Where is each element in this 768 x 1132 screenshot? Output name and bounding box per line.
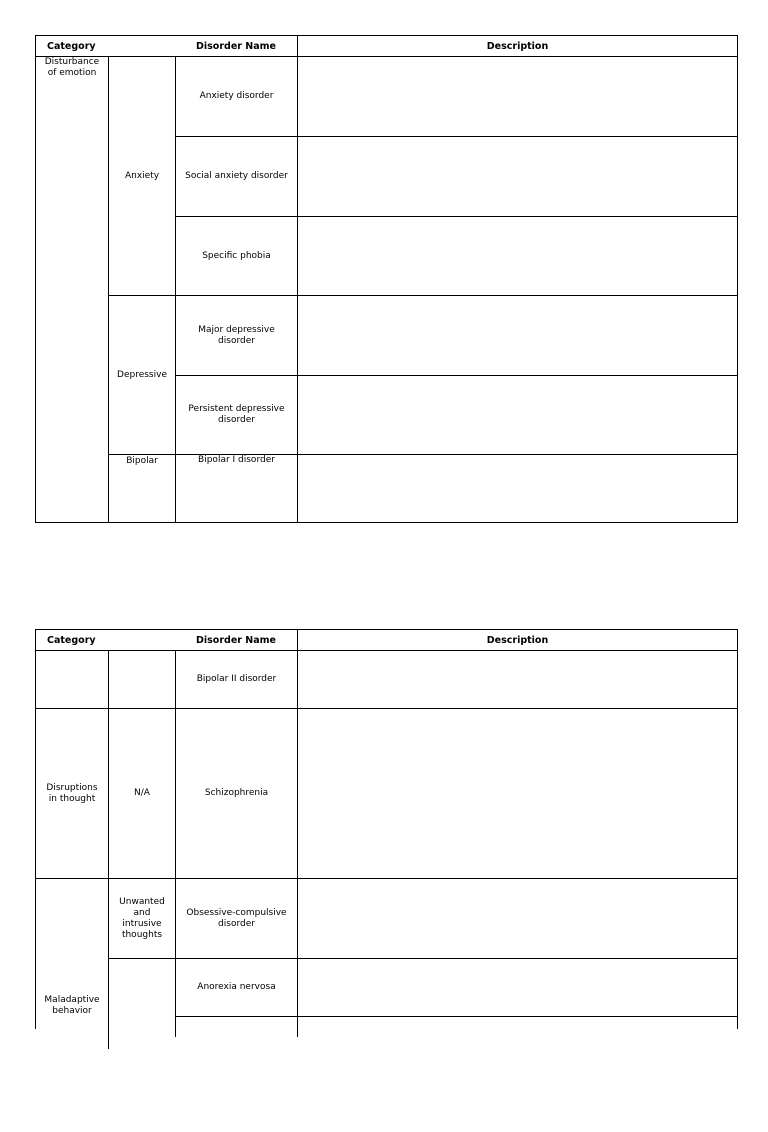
disorder-name-cell: Social anxiety disorder [175,137,297,217]
header-description: Description [297,630,737,651]
description-cell[interactable] [297,455,737,523]
disorder-name-cell: Specific phobia [175,217,297,296]
description-cell[interactable] [297,296,737,376]
subcategory-cell [108,959,175,1049]
subcategory-cell: Bipolar [108,455,175,523]
disorder-name-cell: Bipolar I disorder [175,455,297,523]
disorder-name-cell: Anorexia nervosa [175,959,297,1017]
disorder-name-cell: Schizophrenia [175,709,297,879]
description-cell[interactable] [297,376,737,455]
header-disorder-name: Disorder Name [175,630,297,651]
subcategory-cell: N/A [108,709,175,879]
header-disorder-name: Disorder Name [175,36,297,57]
description-cell[interactable] [297,959,737,1017]
disorder-name-cell: Bipolar II disorder [175,651,297,709]
category-cell: Maladaptive behavior [44,994,100,1016]
description-cell[interactable] [297,217,737,296]
description-cell[interactable] [297,879,737,959]
disorders-table-2 [35,629,738,1029]
header-category: Category [36,36,175,57]
category-cell [36,651,108,709]
header-category: Category [36,630,175,651]
description-cell[interactable] [297,137,737,217]
disorder-name-cell: Major depressive disorder [175,296,297,376]
subcategory-cell [108,651,175,709]
category-cell: Disruptions in thought [36,709,108,879]
disorder-name-cell: Persistent depressive disorder [175,376,297,455]
header-description: Description [297,36,737,57]
subcategory-cell: Unwanted and intrusive thoughts [108,879,175,959]
description-cell[interactable] [297,709,737,879]
subcategory-cell: Depressive [108,296,175,455]
disorders-table-1 [35,35,738,523]
description-cell[interactable] [297,651,737,709]
disorder-name-cell [175,1017,297,1037]
description-cell[interactable] [297,1017,737,1037]
disorder-name-cell: Obsessive-compulsive disorder [175,879,297,959]
description-cell[interactable] [297,57,737,137]
category-cell: Disturbance of emotion [44,57,100,78]
subcategory-cell: Anxiety [108,57,175,296]
disorder-name-cell: Anxiety disorder [175,57,297,137]
